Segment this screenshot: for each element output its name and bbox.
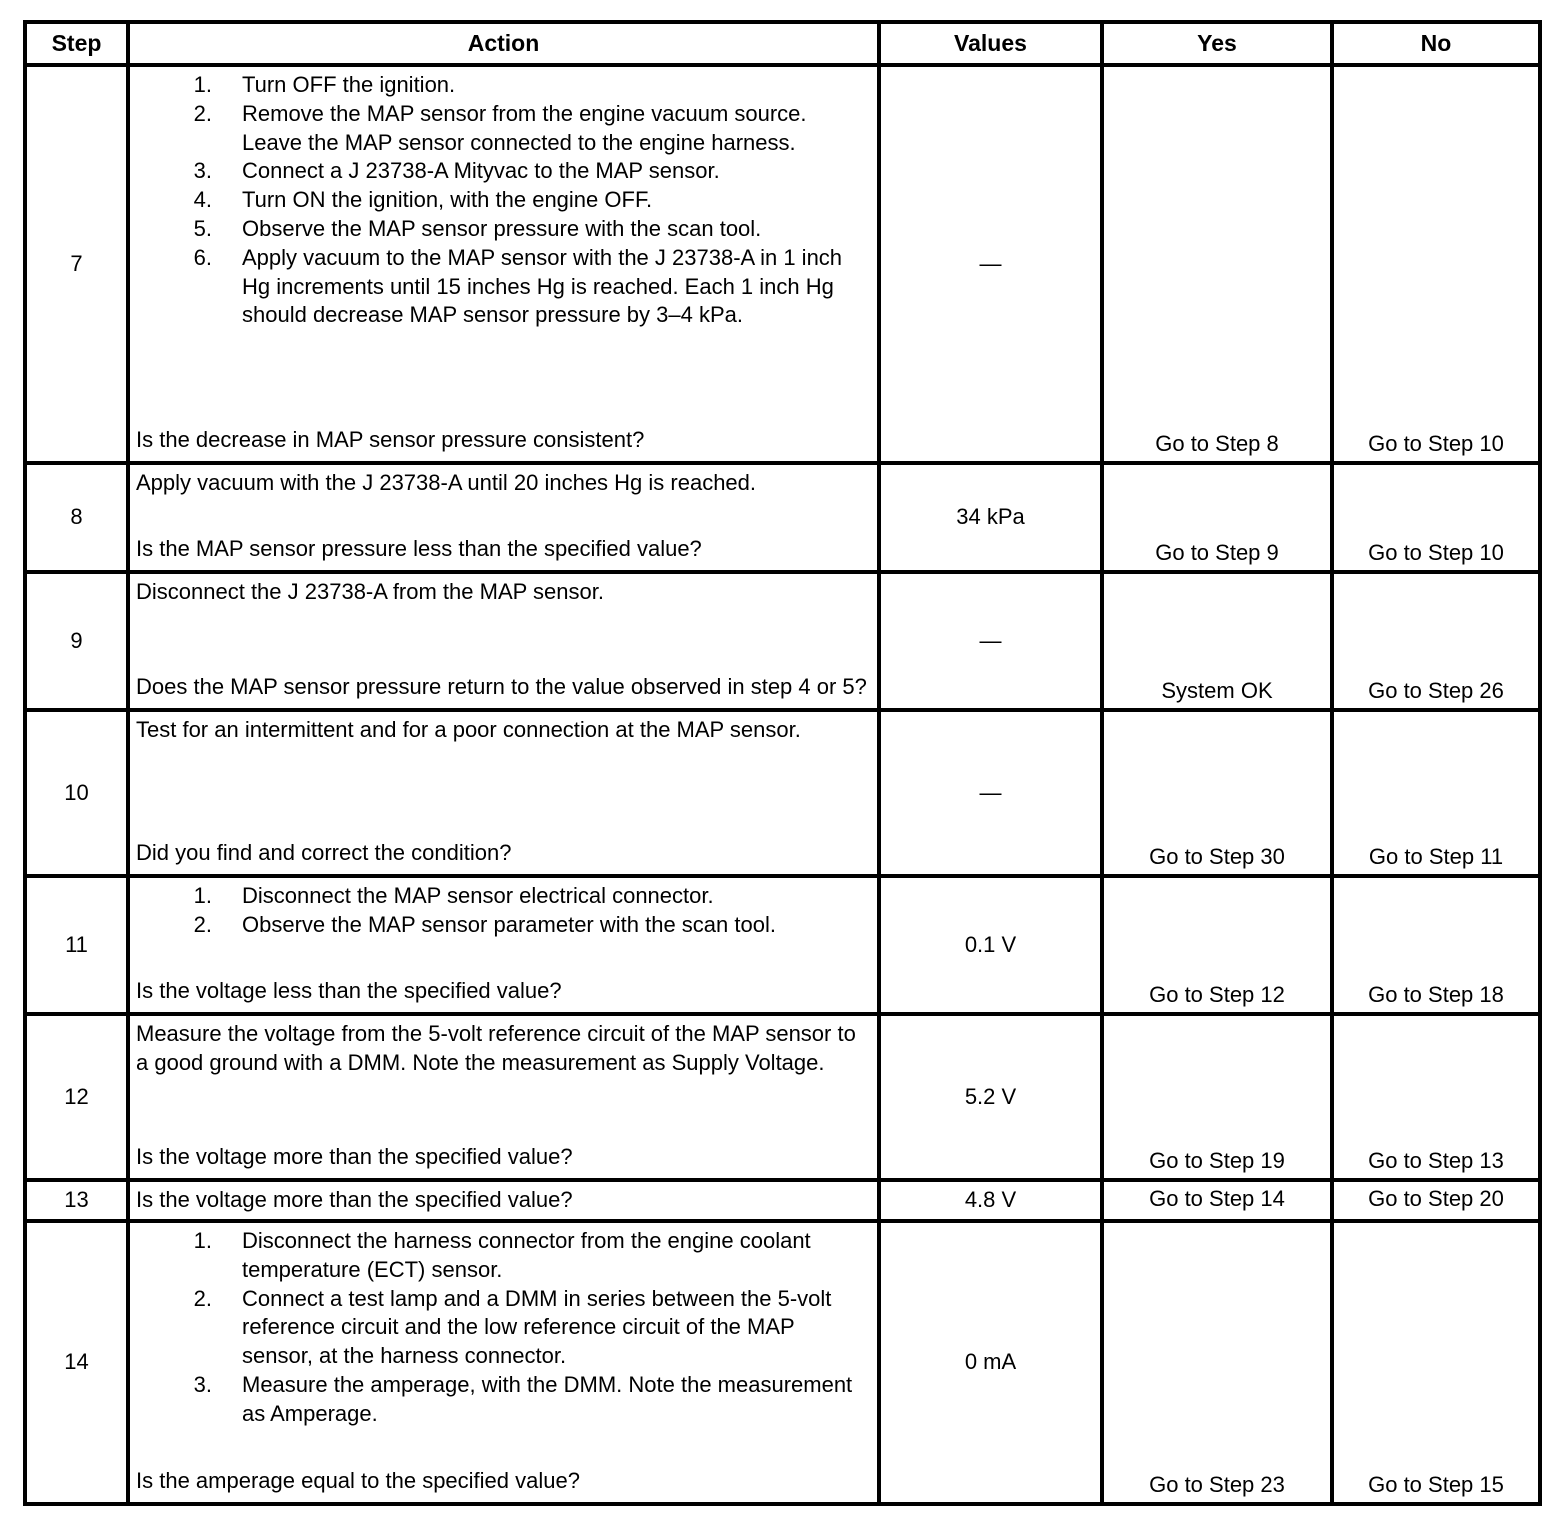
question-text: Does the MAP sensor pressure return to the value observed in step 4 or 5? xyxy=(136,674,867,700)
action-cell xyxy=(128,1221,879,1504)
step-number: 10 xyxy=(25,710,128,876)
diagnostic-table xyxy=(23,20,1542,1506)
action-cell xyxy=(128,876,879,1014)
list-item: 2. Observe the MAP sensor parameter with the scan tool. xyxy=(193,911,776,937)
question-text: Is the MAP sensor pressure less than the specified value? xyxy=(136,536,702,562)
list-item: 1. Disconnect the MAP sensor electrical connector. xyxy=(193,883,714,908)
yes-cell: Go to Step 9 xyxy=(1102,463,1332,572)
header-row xyxy=(25,22,1540,65)
action-text: Apply vacuum with the J 23738-A until 20 inches Hg is reached. xyxy=(136,470,757,495)
list-item: 4. Turn ON the ignition, with the engine OFF. xyxy=(193,187,653,213)
question-text: Is the voltage more than the specified value? xyxy=(136,1187,573,1213)
no-cell: Go to Step 20 xyxy=(1332,1180,1540,1221)
action-text: Disconnect the J 23738-A from the MAP sensor. xyxy=(136,579,604,604)
list-item: 5. Observe the MAP sensor pressure with the scan tool. xyxy=(193,215,762,241)
yes-cell: System OK xyxy=(1102,572,1332,710)
procedure-list xyxy=(136,71,871,330)
value-cell: — xyxy=(879,65,1102,463)
action-cell xyxy=(128,572,879,710)
header-no: No xyxy=(1332,22,1540,65)
yes-cell: Go to Step 12 xyxy=(1102,876,1332,1014)
yes-cell: Go to Step 14 xyxy=(1102,1180,1332,1221)
action-cell xyxy=(128,1180,879,1221)
action-text: Test for an intermittent and for a poor connection at the MAP sensor. xyxy=(136,717,801,742)
table-row xyxy=(25,463,1540,572)
header-values: Values xyxy=(879,22,1102,65)
value-cell: — xyxy=(879,572,1102,710)
action-cell xyxy=(128,463,879,572)
no-cell: Go to Step 10 xyxy=(1332,463,1540,572)
list-item: 1. Turn OFF the ignition. xyxy=(193,72,456,97)
table-row xyxy=(25,65,1540,463)
step-number: 8 xyxy=(25,463,128,572)
header-step: Step xyxy=(25,22,128,65)
no-cell: Go to Step 10 xyxy=(1332,65,1540,463)
procedure-list xyxy=(136,882,871,940)
action-cell xyxy=(128,710,879,876)
yes-cell: Go to Step 8 xyxy=(1102,65,1332,463)
question-text: Is the voltage less than the specified value? xyxy=(136,978,562,1004)
list-item: 1. Disconnect the harness connector from the engine coolant temperature (ECT) sensor. xyxy=(193,1228,811,1282)
header-action: Action xyxy=(128,22,879,65)
step-number: 14 xyxy=(25,1221,128,1504)
procedure-list xyxy=(136,1227,871,1429)
question-text: Did you find and correct the condition? xyxy=(136,840,512,866)
table-row xyxy=(25,710,1540,876)
value-cell: 5.2 V xyxy=(879,1014,1102,1180)
list-item: 3. Measure the amperage, with the DMM. Note the measurement as Amperage. xyxy=(193,1371,853,1426)
yes-cell: Go to Step 23 xyxy=(1102,1221,1332,1504)
list-item: 3. Connect a J 23738-A Mityvac to the MAP sensor. xyxy=(193,158,720,184)
action-text: Measure the voltage from the 5-volt reference circuit of the MAP sensor to a good ground with a DMM. Note the measurement as Supply Voltage. xyxy=(136,1021,856,1075)
value-cell: 34 kPa xyxy=(879,463,1102,572)
yes-cell: Go to Step 30 xyxy=(1102,710,1332,876)
question-text: Is the voltage more than the specified value? xyxy=(136,1144,573,1170)
no-cell: Go to Step 13 xyxy=(1332,1014,1540,1180)
step-number: 13 xyxy=(25,1180,128,1221)
table-row xyxy=(25,1014,1540,1180)
value-cell: 4.8 V xyxy=(879,1180,1102,1221)
table-row xyxy=(25,1180,1540,1221)
table-row xyxy=(25,876,1540,1014)
table-row xyxy=(25,1221,1540,1504)
no-cell: Go to Step 26 xyxy=(1332,572,1540,710)
list-item: 6. Apply vacuum to the MAP sensor with the J 23738-A in 1 inch Hg increments until 15 inches Hg is reached. Each 1 inch Hg should decrease MAP sensor pressure by 3–4 kPa. xyxy=(193,244,843,328)
yes-cell: Go to Step 19 xyxy=(1102,1014,1332,1180)
step-number: 7 xyxy=(25,65,128,463)
value-cell: 0 mA xyxy=(879,1221,1102,1504)
no-cell: Go to Step 18 xyxy=(1332,876,1540,1014)
no-cell: Go to Step 11 xyxy=(1332,710,1540,876)
step-number: 11 xyxy=(25,876,128,1014)
step-number: 12 xyxy=(25,1014,128,1180)
no-cell: Go to Step 15 xyxy=(1332,1221,1540,1504)
step-number: 9 xyxy=(25,572,128,710)
action-cell xyxy=(128,1014,879,1180)
table-row xyxy=(25,572,1540,710)
list-item: 2. Connect a test lamp and a DMM in series between the 5-volt reference circuit and the low reference circuit of the MAP sensor, at the harness connector. xyxy=(193,1285,832,1369)
question-text: Is the decrease in MAP sensor pressure consistent? xyxy=(136,427,645,453)
header-yes: Yes xyxy=(1102,22,1332,65)
action-cell xyxy=(128,65,879,463)
question-text: Is the amperage equal to the specified value? xyxy=(136,1468,580,1494)
list-item: 2. Remove the MAP sensor from the engine vacuum source. Leave the MAP sensor connected to the engine harness. xyxy=(193,100,807,155)
value-cell: 0.1 V xyxy=(879,876,1102,1014)
value-cell: — xyxy=(879,710,1102,876)
